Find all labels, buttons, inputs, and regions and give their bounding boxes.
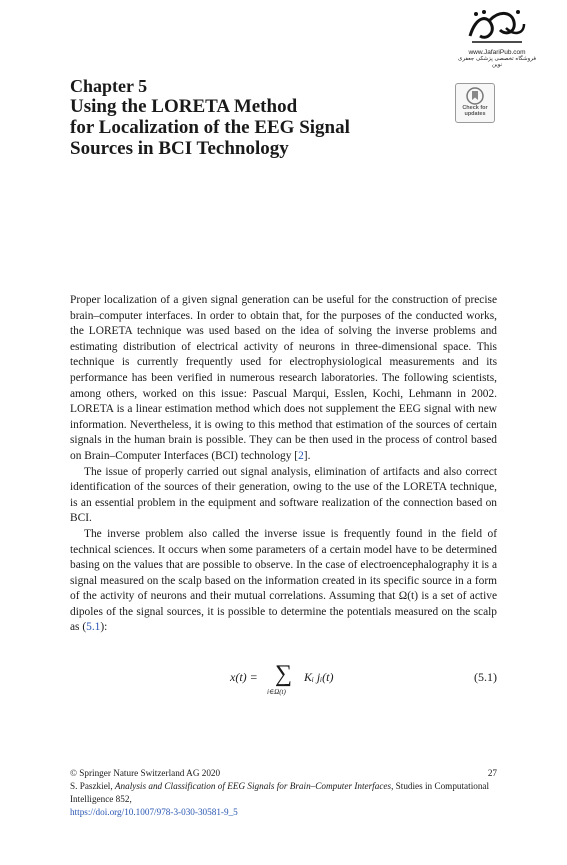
paragraph-1-end: ]. [303, 449, 311, 462]
doi-link[interactable]: https://doi.org/10.1007/978-3-030-30581-9_5 [70, 807, 238, 817]
summation-symbol: ∑ [275, 661, 293, 687]
copyright-notice: © Springer Nature Switzerland AG 2020 [70, 768, 221, 778]
bookmark-ribbon-icon [466, 87, 484, 105]
logo-subtitle: فروشگاه تخصصی پزشکی جعفری نوین [458, 56, 536, 68]
body-text [70, 293, 497, 636]
page-number: 27 [487, 768, 497, 778]
calligraphy-logo-icon [466, 6, 528, 48]
citation-series: , Studies in Computational Intelligence 852, [70, 781, 490, 804]
citation-author: S. Paszkiel, [70, 781, 115, 791]
citation-title: Analysis and Classification of EEG Signals for Brain–Computer Interfaces [114, 781, 392, 791]
equation-reference-link[interactable]: 5.1 [86, 621, 101, 634]
reference-link[interactable]: 2 [298, 449, 304, 462]
equation-rhs: Kᵢ jᵢ(t) [304, 670, 334, 684]
chapter-title-line: Sources in BCI Technology [70, 138, 289, 159]
paragraph-1-text: Proper localization of a given signal generation can be useful for the construction of precise brain–computer interfaces. In order to obtain that, for the purposes of the conducted works, the LORETA technique was used based on the idea of solving the inverse problems and estimating distribution of electrical activity of neurons in three-dimensional space. This technique is currently frequently used for electrophysiological measurements and its performance has been verified in numerous research laboratories. The following scientists, among others, worked on this issue: Pascual Marqui, Esslen, Kochi, Lehmann in 2002. LORETA is a linear estimation method which does not supplement the EEG signal with new information. Nevertheless, it is owing to this method that estimation of the sources of certain signals in the human brain is possible. They can be then used in the process of control based on Brain–Computer Interfaces (BCI) technology [ [70, 294, 497, 462]
paragraph-1 [70, 293, 497, 465]
chapter-heading [70, 76, 440, 159]
summation-subscript: i∈Ω(t) [267, 688, 286, 696]
paragraph-2: The issue of properly carried out signal analysis, elimination of artifacts and also correct identification of the sources of their generation, owing to the use of the LORETA technique, is an essential problem in the equipment and software realization of the connection based on BCI. [70, 465, 497, 525]
chapter-label: Chapter 5 [70, 76, 148, 96]
paragraph-3-text: The inverse problem also called the inverse issue is frequently found in the field of technical sciences. It occurs when some parameters of a certain model have to be determined basing on the values that are possible to observe. In the case of electroencephalography it is a signal measured on the scalp based on the information created in its specific source in a form of the activity of neurons and their mutual correlations. Assuming that Ω(t) is a set of active dipoles of the signal sources, it is possible to determine the potentials measured on the scalp as ( [70, 527, 497, 634]
page-footer [70, 767, 497, 819]
paragraph-3 [70, 527, 497, 636]
equation-number: (5.1) [474, 670, 497, 684]
citation [70, 780, 497, 806]
publisher-logo [457, 6, 537, 68]
logo-url: www.JafariPub.com [468, 49, 526, 56]
badge-line-1: Check for [462, 105, 488, 111]
equation-5-1 [70, 660, 497, 700]
chapter-title-line: Using the LORETA Method [70, 96, 298, 117]
equation-lhs: x(t) = [230, 670, 258, 684]
chapter-title-line: for Localization of the EEG Signal [70, 117, 350, 138]
check-for-updates-badge[interactable] [455, 83, 495, 123]
paragraph-3-end: ): [100, 621, 108, 634]
badge-line-2: updates [464, 111, 486, 117]
